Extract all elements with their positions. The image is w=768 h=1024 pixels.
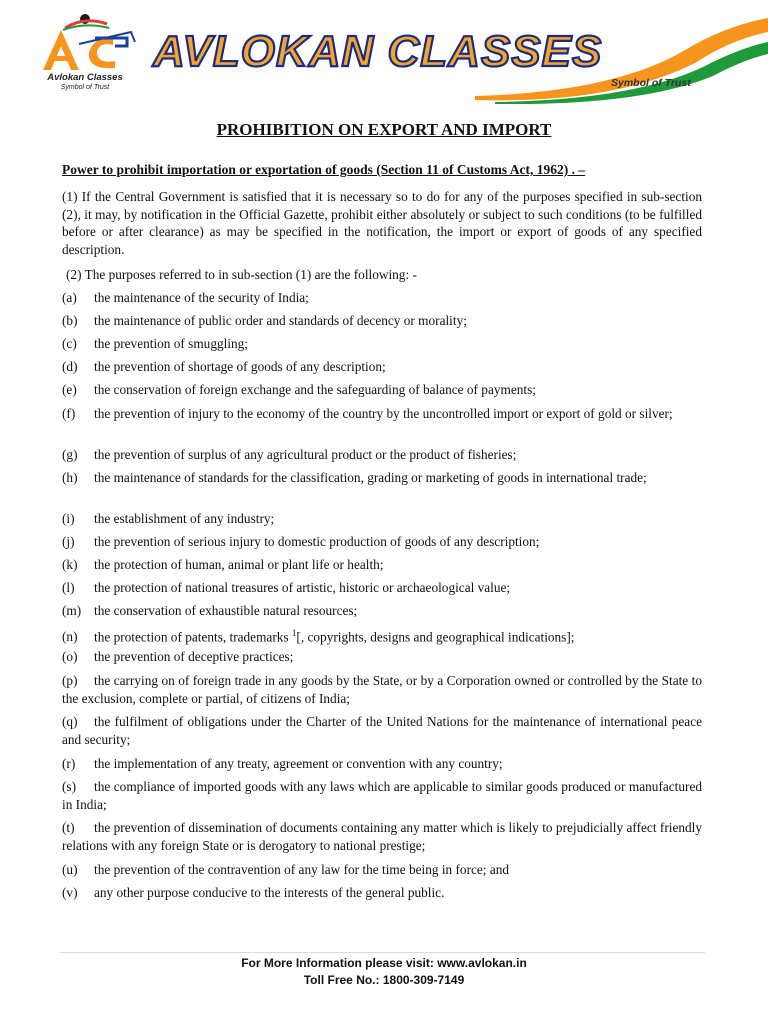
logo-name: Avlokan Classes — [47, 72, 123, 83]
list-item — [62, 533, 702, 551]
list-item — [62, 446, 702, 464]
item-label: (u) — [62, 862, 78, 877]
footnote-marker: 1 — [291, 628, 297, 638]
item-label: (i) — [62, 511, 75, 526]
item-text: the compliance of imported goods with any laws which are applicable to similar goods produced or manufactured in India; — [62, 779, 702, 812]
item-label: (a) — [62, 290, 77, 305]
item-label: (g) — [62, 447, 78, 462]
item-label: (h) — [62, 470, 78, 485]
item-text: the establishment of any industry; — [94, 511, 275, 526]
list-item — [62, 819, 702, 854]
item-label: (q) — [62, 714, 78, 729]
list-item — [62, 579, 702, 597]
item-text: the maintenance of public order and standards of decency or morality; — [94, 313, 467, 328]
item-label: (n) — [62, 629, 78, 645]
page-header — [0, 0, 768, 105]
item-text: the conservation of foreign exchange and the safeguarding of balance of payments; — [94, 382, 536, 397]
item-label: (p) — [62, 673, 78, 688]
item-text: the conservation of exhaustible natural resources; — [94, 603, 358, 618]
list-item — [62, 381, 702, 399]
item-text: the protection of patents, trademarks — [94, 629, 289, 645]
item-label: (v) — [62, 885, 78, 900]
item-text: the prevention of dissemination of documents containing any matter which is likely to prejudicially affect friendly relations with any foreign State or is derogatory to national prestige; — [62, 820, 702, 853]
brand-title: AVLOKAN CLASSES — [153, 27, 603, 76]
item-text: the prevention of shortage of goods of any description; — [94, 359, 386, 374]
list-item — [62, 358, 702, 376]
item-label: (j) — [62, 534, 75, 549]
list-item — [62, 778, 702, 813]
list-item — [62, 884, 702, 902]
list-item — [62, 672, 702, 707]
footer-tollfree: Toll Free No.: 1800-309-7149 — [303, 973, 465, 987]
list-item — [62, 602, 702, 620]
item-text: the maintenance of the security of India; — [94, 290, 309, 305]
item-text: the protection of national treasures of artistic, historic or archaeological value; — [94, 580, 511, 595]
item-text: the prevention of smuggling; — [94, 336, 248, 351]
logo-tagline: Symbol of Trust — [60, 84, 110, 91]
item-text: the protection of human, animal or plant life or health; — [94, 557, 384, 572]
item-text: any other purpose conducive to the interests of the general public. — [94, 885, 445, 900]
list-item — [62, 625, 702, 646]
paragraph-1: (1) If the Central Government is satisfied that it is necessary so to do for any of the purposes specified in sub-section (2), it may, by notification in the Official Gazette, prohibit either absolutely or subject to such conditions (to be fulfilled before or after clearance) as may be specified in the notification, the import or export of goods of any specified description. — [62, 189, 702, 257]
paragraph-2: (2) The purposes referred to in sub-section (1) are the following: - — [66, 267, 417, 282]
list-item — [62, 312, 702, 330]
item-label: (f) — [62, 406, 76, 421]
item-label: (b) — [62, 313, 78, 328]
item-text: the fulfilment of obligations under the Charter of the United Nations for the maintenance of international peace and security; — [62, 714, 702, 747]
list-item — [62, 510, 702, 528]
item-text-after: [, copyrights, designs and geographical indications]; — [296, 629, 575, 645]
brand-banner — [145, 14, 768, 104]
item-label: (e) — [62, 382, 77, 397]
list-item — [62, 335, 702, 353]
item-label: (s) — [62, 779, 77, 794]
list-item — [62, 861, 702, 879]
item-text: the prevention of the contravention of any law for the time being in force; and — [94, 862, 510, 877]
item-text: the implementation of any treaty, agreement or convention with any country; — [94, 756, 503, 771]
item-label: (l) — [62, 580, 75, 595]
list-item — [62, 713, 702, 748]
item-label: (c) — [62, 336, 77, 351]
list-item — [62, 648, 702, 666]
item-text: the prevention of deceptive practices; — [94, 649, 294, 664]
item-label: (d) — [62, 359, 78, 374]
list-item — [62, 469, 702, 487]
list-item — [62, 556, 702, 574]
item-label: (k) — [62, 557, 78, 572]
item-text: the prevention of surplus of any agricultural product or the product of fisheries; — [94, 447, 517, 462]
item-text: the prevention of injury to the economy of the country by the uncontrolled import or export of gold or silver; — [94, 406, 673, 421]
item-text: the carrying on of foreign trade in any goods by the State, or by a Corporation owned or controlled by the State to the exclusion, complete or partial, of citizens of India; — [62, 673, 702, 706]
logo-emblem-icon — [35, 12, 145, 74]
item-label: (o) — [62, 649, 78, 664]
list-item — [62, 405, 702, 423]
item-text: the maintenance of standards for the classification, grading or marketing of goods in international trade; — [94, 470, 647, 485]
item-text: the prevention of serious injury to domestic production of goods of any description; — [94, 534, 540, 549]
page-title: PROHIBITION ON EXPORT AND IMPORT — [216, 120, 552, 139]
list-item — [62, 755, 702, 773]
item-label: (m) — [62, 603, 82, 618]
footer-divider — [60, 952, 705, 953]
list-item — [62, 289, 702, 307]
section-heading: Power to prohibit importation or exportation of goods (Section 11 of Customs Act, 1962) . – — [62, 162, 586, 177]
avlokan-logo — [35, 12, 145, 97]
footer-website: For More Information please visit: www.avlokan.in — [241, 956, 527, 970]
item-label: (t) — [62, 820, 75, 835]
item-label: (r) — [62, 756, 76, 771]
brand-tagline: Symbol of Trust — [611, 77, 691, 89]
